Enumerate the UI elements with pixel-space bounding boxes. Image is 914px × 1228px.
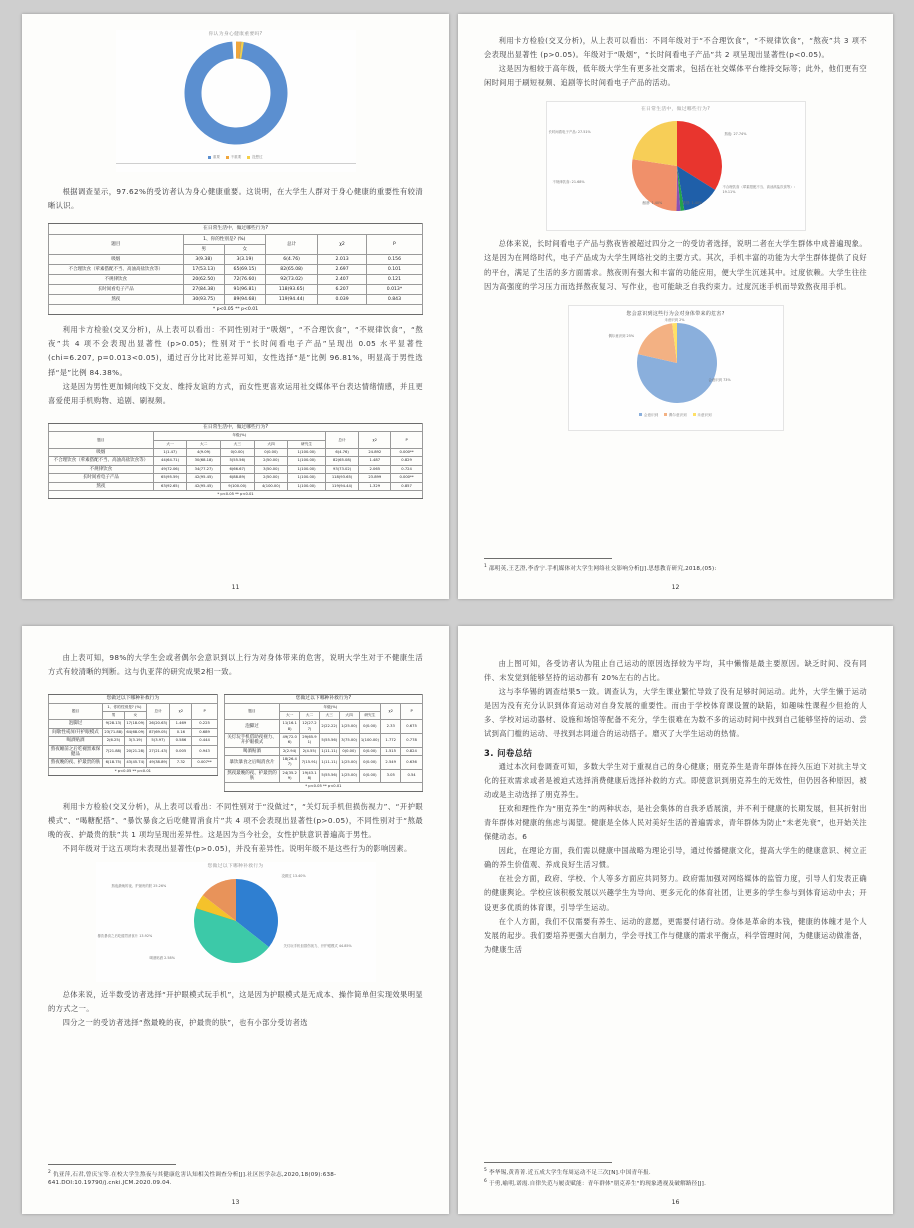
table-row: 吸烟 3(9.38) 3(3.19) 6(4.76) 2.013 0.156 — [49, 255, 423, 265]
page-13 — [22, 626, 449, 1214]
table-row: 长时间看电子产品 65(95.59) 42(95.45) 6(88.89) 2(50.00) 1(100.00) 118(93.65) 23.899 0.000** — [49, 474, 423, 482]
footnote-rule — [484, 1162, 612, 1163]
table-footer-row — [49, 767, 218, 775]
table-caption: 在日常生活中，做过哪些行为? — [49, 423, 423, 431]
paragraph: 总体来说，长时间看电子产品与熬夜皆被超过四分之一的受访者选择，说明二者在大学生群体中成普遍现象。这是因为在网络时代，电子产品成为大学生网络社交的主要方式。其次，手机丰富的功能为大学生群体提供了良好的平台，满足了生活的多方面需求。熬夜则有强大和丰富的功能应用，便大学生沉迷其中。过度依赖。大学生往往因为高强度的学习压力而选择熬夜复习、写作业，也可能缺乏自我约束力。过度沉迷手机而导致熬夜用手机。 — [484, 239, 867, 291]
pie-label: 暴饮暴食之后吃健胃消食片 13.92% — [97, 933, 153, 938]
table-row: 熬夜晚的夜、护最贵的肤 6(18.75) 43(45.74) 49(38.89) 7.32 0.007** — [49, 759, 218, 767]
footnote: $^5$ 李华锡,黄菁菁.近五成大学生每周运动不足三次[N].中国青年报. — [484, 1168, 651, 1176]
page-11 — [22, 14, 449, 599]
table-footer-row — [49, 305, 423, 315]
table-row: 熬夜最晚的夜、护最贵的肤 24(35.29) 19(43.18) 5(55.56) 1(25.00) 0(0.00) 3.05 0.54 — [224, 769, 422, 783]
page-16 — [458, 626, 893, 1214]
footnote-area — [48, 1164, 423, 1188]
col-header: 总计 — [325, 432, 359, 449]
legend-item: 不重要 — [226, 155, 241, 160]
paragraph: 总体来说，近半数受访者选择“开护眼模式玩手机”，这是因为护眼模式是无成本、操作简单但实现效果明显的方式之一。 — [48, 989, 423, 1013]
table-header-row — [49, 235, 423, 245]
pie-label: 不规律饮食: 21.68% — [552, 180, 585, 185]
table-row: 不规律饮食 20(62.50) 72(76.60) 92(73.02) 2.407 0.121 — [49, 275, 423, 285]
table-caption: 在日常生活中，做过哪些行为? — [49, 224, 423, 235]
table-row: 不合理饮食（荤素搭配不当、高油高盐饮食等） 17(53.13) 65(69.15) 82(65.08) 2.697 0.101 — [49, 265, 423, 275]
legend-item: 没想过 — [247, 155, 262, 160]
table-row: 喝酒贴酒 2(2.94) 2(4.55) 1(11.11) 0(0.00) 0(0.00) 1.515 0.824 — [224, 747, 422, 755]
chart-legend — [116, 155, 356, 160]
paragraph: 这与李华锡的调查结果5一致。调查认为，大学生课业繁忙导致了没有足够时间运动。此外，大学生懒于运动是因为没有充分认识到体育运动对自身发展的重要性。而由于学校体育课设置的缺陷，如趣味性课程少但抢的人多、学校对运动器材、设施和场馆等配备不充分，学生很难在为数不多的运动时间中找到自己能够坚持的运动、尝试到高门槛的运动、寻找到志同道合的运动搭子。磨灭了大学生运动的热情。 — [484, 687, 867, 739]
pie-label: 没做过 13.40% — [281, 873, 306, 878]
paragraph: 在社会方面，政府、学校、个人等多方面应共同努力。政府需加强对网络媒体的监管力度，引导人们发表正确的健康舆论。学校应该积极发展以兴趣学生为导向、更多元化的体育社团，让更多的学生参与到体育运动中去；开设更多优质的体育课，引导学生运动。 — [484, 874, 867, 912]
page-number: 12 — [671, 584, 680, 591]
pie-label: 不合理饮食（荤素搭配不当、高油高盐饮食等）: 19.11% — [722, 185, 795, 194]
table-row: 关灯玩手机借助夜视力、开护眼模式 49(72.06) 29(65.91) 5(55.56) 3(75.00) 1(100.00) 1.772 0.778 — [224, 733, 422, 747]
col-header: χ2 — [318, 235, 367, 255]
pie-svg — [569, 317, 785, 409]
chart-title: 您做过以下哪种补救行为 — [207, 863, 264, 869]
footnote-area — [484, 558, 867, 573]
col-header: 男 — [183, 245, 224, 255]
legend-item: 会意识到 — [639, 413, 658, 418]
pie-label: 关灯玩手机但损伤视力、开护眼模式 44.85% — [283, 943, 352, 948]
page-number: 16 — [671, 1199, 680, 1206]
col-header: 题目 — [49, 235, 184, 255]
table-row: 泡脚过 9(28.13) 17(18.09) 26(20.63) 1.469 0.225 — [49, 720, 218, 728]
group-header: 年级(%) — [280, 703, 381, 711]
table-caption-row — [49, 423, 423, 431]
table-row: 熬夜睡前之后吃褪黑素保健品 7(21.88) 20(21.28) 27(21.43) 0.005 0.943 — [49, 745, 218, 759]
group-header: 1、你的性别是? (%) — [103, 703, 147, 711]
paragraph: 利用卡方检验(交叉分析)，从上表可以看出：不同性别对于“吸烟”，“不合理饮食”，“不规律饮食”，“熬夜”共 4 项不会表现出显著性 (p>0.05)；性别对于“长时间看电子产品”呈现出 0.05 水平显著性(chi=6.207, p=0.013<0.05)，通过百分比对比差异可知，女性选择“是”比例 96.81%，明显高于男性选择“是”比例 84.38%。 — [48, 325, 423, 377]
paragraph: 这是因为男性更加倾向线下交友、维持友谊的方式，而女性更喜欢运用社交媒体平台表达情绪情感，并且更喜爱使用手机购物、追剧、刷视频。 — [48, 381, 423, 405]
table-footer: * p<0.05 ** p<0.01 — [49, 767, 218, 775]
legend-item: 重要 — [208, 155, 220, 160]
chart-pie-remedy — [96, 862, 376, 982]
table-gender-behaviors — [48, 223, 423, 315]
footnote: $^1$ 邵明英,王艺澄,李香宁.手机媒体对大学生网络社交影响分析[J].思想教育研究,2018,(05): — [484, 563, 717, 572]
col-header: 女 — [224, 245, 265, 255]
table-header-row — [49, 432, 423, 440]
paragraph: 利用卡方检验(交叉分析)，从上表可以看出：不同性别对于“没做过”，“关灯玩手机但损伤视力”、“开护眼模式”、“喝糖配搭”、“暴饮暴食之后吃健胃消食片”共 4 项不会表现出显著性(p>0.05)，不同性别对于“熬最晚的夜、护最贵的肤”共 1 项均呈现出差异性。这是因为当今社会，女性护肤意识普遍高于男性。 — [48, 801, 423, 839]
paragraph: 狂欢和理性作为“朋克养生”的两种状态，是社会集体的自我矛盾展演，并不利于健康的长期发展，但其折射出青年群体对健康的焦虑与渴望。健康是全体人民对美好生活的普遍需求，青年群体为防止“未老先衰”，也开始关注保健动态。6 — [484, 803, 867, 842]
section-heading: 3. 问卷总结 — [484, 747, 533, 758]
pie-label: 偶尔意识到 25% — [608, 333, 635, 338]
doughnut-svg — [116, 37, 356, 149]
table-remedy-gender — [48, 694, 218, 776]
footnote-mark: 2 — [48, 1169, 51, 1175]
paragraph: 利用卡方检验(交叉分析)，从上表可以看出：不同年级对于“不合理饮食”，“不规律饮食”，“熬夜”共 3 项不会表现出显著性 (p>0.05)。年级对于“吸烟”，“长时间看电子产品”共 2 项呈现出显著性(p<0.05)。 — [484, 36, 867, 60]
paragraph: 在个人方面，我们不仅需要有养生、运动的意愿，更需要付诸行动。身体是革命的本钱，健康的体魄才是个人发展的起步。我们要培养更强大自制力，学会寻找工作与健康的需求平衡点，科学管理时间，为健康运动做准备，为健康生活 — [484, 916, 867, 954]
footnote-rule — [484, 558, 612, 559]
pie-label: 熬夜最晚的夜、护最贵的肤 25.26% — [111, 883, 167, 888]
chart-title: 在日常生活中，做过哪些行为? — [640, 107, 711, 113]
pie-label: 酗酒: 1.40% — [642, 201, 663, 206]
table-row: 吸烟 1(1.47) 4(9.09) 0(0.00) 0(0.00) 1(100.00) 6(4.76) 24.892 0.000** — [49, 449, 423, 457]
table-row: 熬夜 30(93.75) 89(94.68) 119(94.44) 0.039 0.843 — [49, 295, 423, 305]
table-footer: * p<0.05 ** p<0.01 — [49, 305, 423, 315]
table-remedy-grade — [224, 694, 423, 791]
col-header: 题目 — [49, 432, 154, 449]
table-footer: * p<0.05 ** p<0.01 — [49, 490, 423, 498]
pie-label: 长时间看电子产品: 27.51% — [548, 130, 591, 135]
col-header: χ2 — [359, 432, 391, 449]
table-subheader-row: 大一 大二 大三 大四 研究生 — [49, 440, 423, 448]
pie-label: 吸烟: 1.40% — [682, 201, 703, 206]
tables-row — [48, 690, 423, 793]
paragraph: 这是因为相较于高年级，低年级大学生有更多社交需求，包括在社交媒体平台维持交际等；此外，他们更有空闲时间用于刷短视频、追剧等长时间看电子产品的活动。 — [484, 64, 867, 88]
footnote-mark: 1 — [484, 563, 487, 569]
table-row: 不规律饮食 49(72.06) 34(77.27) 6(66.67) 3(50.00) 1(100.00) 93(73.02) 2.065 0.724 — [49, 465, 423, 473]
table-footer-row — [49, 490, 423, 498]
table-row: 熬夜 63(92.65) 42(95.45) 9(100.00) 4(100.00) 1(100.00) 119(94.44) 1.329 0.857 — [49, 482, 423, 490]
table-row: 喝酒贴酒 2(6.25) 3(3.19) 5(3.97) 0.586 0.444 — [49, 737, 218, 745]
footnote-rule — [48, 1164, 176, 1165]
table-grade-behaviors — [48, 423, 423, 500]
pie-label: 未意识到 2% — [664, 317, 685, 322]
table-row: 间歇性戒屏/开护眼模式 23(71.88) 64(68.09) 87(69.05) 0.16 0.689 — [49, 728, 218, 736]
chart-title: 您会意识到这些行为会对身体带来的危害? — [626, 310, 725, 317]
table-caption-row — [49, 224, 423, 235]
footnote: $^6$ 于勇,喻明,诺霞.自律失范与履责赋能：青年群体"朋克养生"的现象透视及破解路径[J]. — [484, 1178, 707, 1187]
table-row: 泡脚过 11(16.18) 12(27.27) 2(22.22) 1(25.00) 0(0.00) 2.33 0.675 — [224, 720, 422, 734]
paragraph: 因此，在理论方面，我们需以健康中国战略为理论引导，通过传播健康文化，提高大学生的健康意识、树立正确的养生价值观、养成良好生活习惯。 — [484, 846, 867, 870]
col-header: P — [366, 235, 422, 255]
legend-item: 偶尔意识到 — [664, 413, 686, 418]
group-header: 年级(%) — [153, 432, 325, 440]
table-row: 不合理饮食（荤素搭配不当、高油高盐饮食等） 44(64.71) 30(68.18) 5(55.56) 2(50.00) 1(100.00) 82(65.08) 1.487 0.829 — [49, 457, 423, 465]
pie-label: 熬夜: 27.74% — [724, 132, 747, 137]
table-subheader-row: 大一 大二 大三 大四 研究生 — [224, 711, 422, 719]
paragraph: 根据调查显示，97.62%的受访者认为身心健康重要。这说明，在大学生人群对于身心健康的重要性有较清晰认识。 — [48, 187, 423, 211]
pie-label: 会意识到 73% — [708, 377, 731, 382]
page-number: 13 — [231, 1199, 240, 1206]
table-caption: 您做过以下哪种补救行为 — [49, 695, 218, 703]
table-subheader-row: 男 女 — [49, 711, 218, 719]
chart-pie-awareness — [568, 305, 784, 431]
page-number: 11 — [231, 584, 240, 591]
footnote-area — [484, 1162, 867, 1188]
paragraph: 由上表可知，98%的大学生会或者偶尔会意识到以上行为对身体带来的危害，说明大学生对于不健康生活方式有较清晰的判断。这与仇亚萍的研究成果2相一致。 — [48, 653, 423, 677]
table-row: 长时间看电子产品 27(84.38) 91(96.81) 118(93.65) 6.207 0.013* — [49, 285, 423, 295]
footnote-mark: 6 — [484, 1178, 487, 1184]
paragraph: 不同年级对于这五项均未表现出显著性(p>0.05)，并没有差异性。说明年级不是这些行为的影响因素。 — [62, 843, 412, 853]
table-footer-row — [224, 783, 422, 791]
footnote-mark: 5 — [484, 1168, 487, 1174]
col-header: 总计 — [265, 235, 317, 255]
paragraph: 四分之一的受访者选择“熬最晚的夜，护最贵的肤”，也有小部分受访者选 — [62, 1018, 308, 1028]
table-caption-row — [224, 695, 422, 703]
footnote: $^2$ 仇亚萍,石君,曾庆宝等.在校大学生熬夜与其健康危害认知相关性调查分析[J].社区医学杂志,2020,18(09):638-641.DOI:10.19790/j.cnki.JCM.2020.09.04. — [48, 1169, 337, 1187]
table-caption-row — [49, 695, 218, 703]
page-12 — [458, 14, 893, 599]
chart-doughnut-importance — [116, 30, 356, 172]
pie-label: 喝酒贴酒 2.58% — [149, 955, 175, 960]
chart-pie-daily-behaviors — [546, 101, 806, 231]
table-caption: 您做过以下哪种补救行为? — [224, 695, 422, 703]
table-header-row: 题目 年级(%) χ2 P — [224, 703, 422, 711]
table-footer: * p<0.05 ** p<0.01 — [224, 783, 422, 791]
group-header: 1、你的性别是? (%) — [183, 235, 265, 245]
paragraph: 通过本次问卷调查可知，多数大学生对于重视自己的身心健康；朋克养生是青年群体在持久压迫下对抗主导文化的狂欢需求或者是被迫式选择消费健康后选择补救的方式。即使意识到朋克养生的无效性，但仍因各种原因，被动或是主动选择了朋克养生。 — [484, 761, 867, 799]
paragraph: 由上图可知，各受访者认为阻止自己运动的原因选择较为平均，其中懒惰是最主要原因。缺乏时间、没有同伴、未发觉到能够坚持的运动都有 20%左右的占比。 — [484, 659, 867, 683]
chart-title: 你认为身心健康重要吗? — [208, 32, 263, 37]
table-header-row: 题目 1、你的性别是? (%) 总计 χ2 P — [49, 703, 218, 711]
col-header: P — [391, 432, 423, 449]
chart-legend — [569, 413, 783, 418]
pie-svg — [547, 112, 807, 220]
table-row: 暴饮暴食之后喝消食片 18(26.47) 7(15.91) 1(11.11) 1(25.00) 0(0.00) 2.549 0.636 — [224, 755, 422, 769]
legend-item: 未意识到 — [693, 413, 712, 418]
